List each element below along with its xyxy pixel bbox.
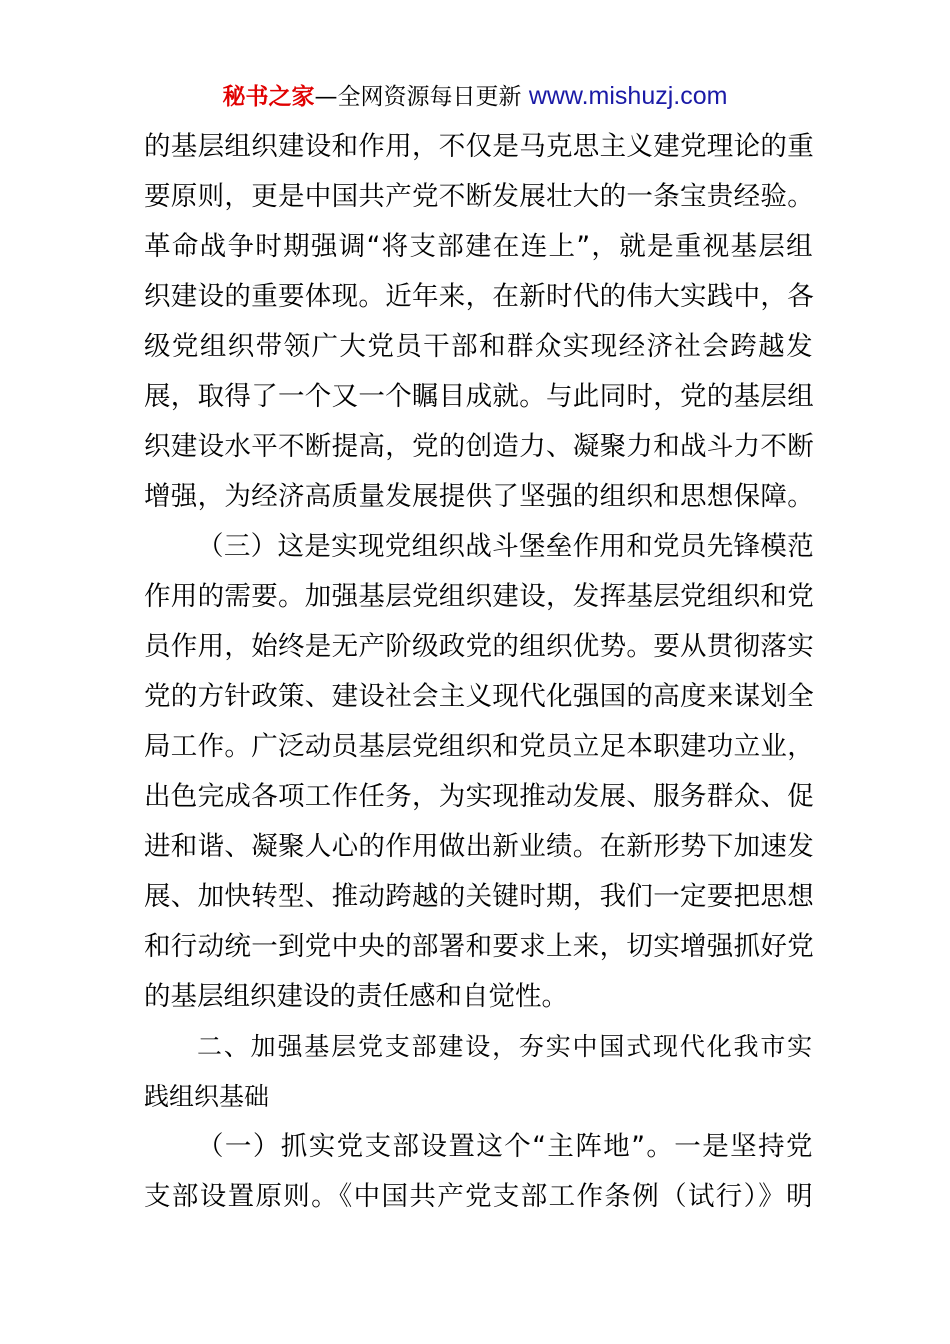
text-line: 展、加快转型、推动跨越的关键时期，我们一定要把思想	[144, 881, 814, 912]
section-heading-line: 践组织基础	[144, 1082, 270, 1111]
header-tagline: —全网资源每日更新	[314, 84, 529, 110]
paragraph-start-line: （一）抓实党支部设置这个“主阵地”。一是坚持党	[197, 1131, 814, 1162]
text-line: 作用的需要。加强基层党组织建设，发挥基层党组织和党	[144, 581, 814, 612]
brand-name: 秘书之家	[222, 84, 315, 110]
text-line: 的基层组织建设的责任感和自觉性。	[144, 981, 568, 1012]
section-heading-line: 二、加强基层党支部建设，夯实中国式现代化我市实	[197, 1032, 814, 1061]
text-line: 党的方针政策、建设社会主义现代化强国的高度来谋划全	[144, 681, 814, 712]
text-line: 局工作。广泛动员基层党组织和党员立足本职建功立业，	[144, 731, 814, 762]
text-line: 织建设的重要体现。近年来，在新时代的伟大实践中，各	[144, 281, 814, 312]
text-line: 出色完成各项工作任务，为实现推动发展、服务群众、促	[144, 781, 814, 812]
text-line: 要原则，更是中国共产党不断发展壮大的一条宝贵经验。	[144, 181, 814, 212]
text-line: 级党组织带领广大党员干部和群众实现经济社会跨越发	[144, 331, 815, 362]
text-line: 织建设水平不断提高，党的创造力、凝聚力和战斗力不断	[144, 431, 814, 462]
text-line: 和行动统一到党中央的部署和要求上来，切实增强抓好党	[144, 931, 814, 962]
text-line: 员作用，始终是无产阶级政党的组织优势。要从贯彻落实	[144, 631, 814, 662]
paragraph-start-line: （三）这是实现党组织战斗堡垒作用和党员先锋模范	[197, 531, 814, 562]
text-line: 展，取得了一个又一个瞩目成就。与此同时，党的基层组	[144, 381, 814, 412]
page-header	[0, 78, 950, 115]
text-line: 的基层组织建设和作用，不仅是马克思主义建党理论的重	[144, 131, 814, 162]
text-line: 进和谐、凝聚人心的作用做出新业绩。在新形势下加速发	[144, 831, 814, 862]
site-url-link[interactable]: www.mishuzj.com	[528, 82, 728, 110]
text-line: 支部设置原则。《中国共产党支部工作条例（试行）》明	[144, 1181, 814, 1212]
document-body	[144, 122, 814, 1222]
text-line: 增强，为经济高质量发展提供了坚强的组织和思想保障。	[144, 481, 814, 512]
text-line: 革命战争时期强调“将支部建在连上”，就是重视基层组	[144, 231, 814, 262]
